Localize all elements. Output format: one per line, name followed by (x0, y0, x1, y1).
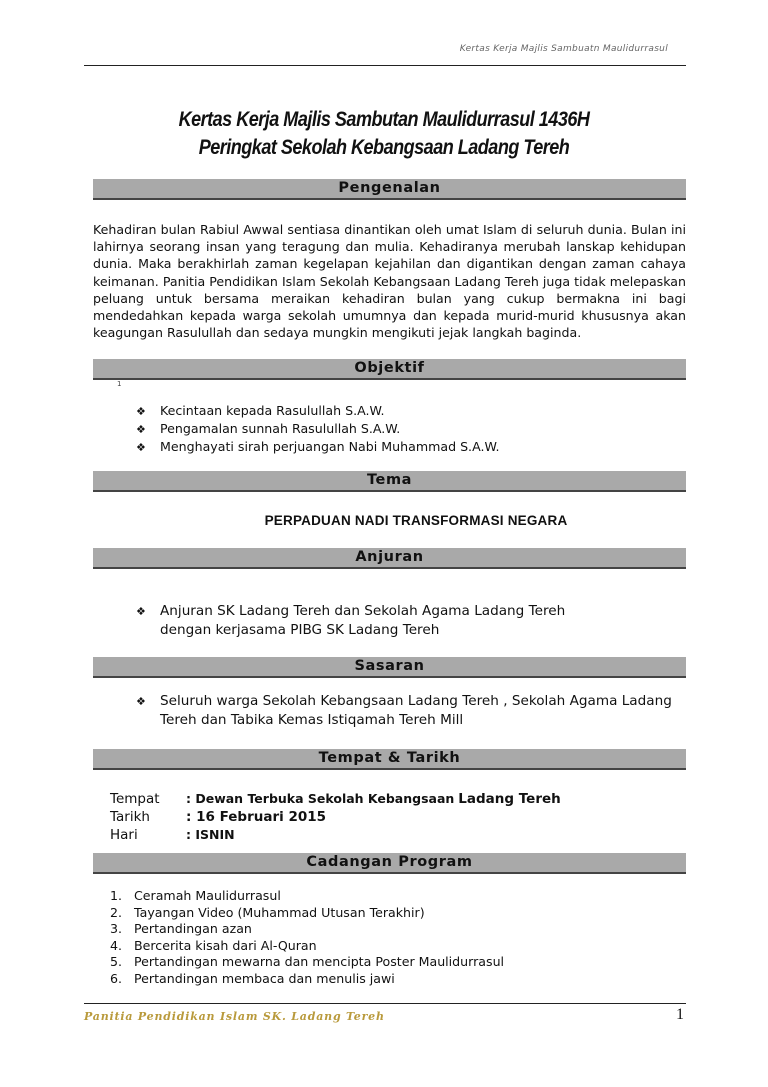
date-row (110, 808, 561, 826)
diamond-bullet-icon: ❖ (136, 441, 146, 454)
list-item-text: Pertandingan membaca dan menulis jawi (134, 970, 395, 986)
list-item (136, 420, 499, 438)
day-value: : ISNIN (186, 827, 235, 842)
diamond-bullet-icon: ❖ (136, 405, 146, 418)
document-title-line-2: Peringkat Sekolah Kebangsaan Ladang Tereh (198, 136, 570, 159)
section-header-sasaran: Sasaran (93, 657, 686, 678)
running-header: Kertas Kerja Majlis Sambuatn Maulidurrasul (459, 44, 668, 54)
section-header-cadangan-program: Cadangan Program (93, 853, 686, 874)
diamond-bullet-icon: ❖ (136, 695, 146, 708)
date-key: Tarikh (110, 809, 150, 825)
list-item-text: Pertandingan azan (134, 921, 252, 937)
list-item-text: Menghayati sirah perjuangan Nabi Muhammad S.A.W. (160, 439, 500, 454)
diamond-bullet-icon: ❖ (136, 605, 146, 618)
list-item (136, 438, 499, 456)
footer-text: Panitia Pendidikan Islam SK. Ladang Tereh (84, 1010, 385, 1023)
list-item-text: Ceramah Maulidurrasul (134, 888, 281, 903)
footnote-marker: 1 (117, 380, 122, 388)
venue-row (110, 790, 561, 808)
list-item: 6. Pertandingan membaca dan menulis jawi (110, 970, 395, 986)
sasaran-line-1: Seluruh warga Sekolah Kebangsaan Ladang Tereh , Sekolah Agama Ladang (160, 693, 672, 709)
section-header-tempat-tarikh: Tempat & Tarikh (93, 749, 686, 770)
day-row (110, 826, 561, 844)
list-item-text: Tayangan Video (Muhammad Utusan Terakhir) (134, 904, 425, 920)
section-header-anjuran: Anjuran (93, 548, 686, 569)
document-title-line-1: Kertas Kerja Majlis Sambutan Maulidurrasul 1436H (178, 108, 590, 131)
day-key: Hari (110, 827, 138, 843)
list-item-text: Pengamalan sunnah Rasulullah S.A.W. (160, 421, 401, 436)
list-item: 2. Tayangan Video (Muhammad Utusan Terakhir) (110, 904, 425, 920)
list-item-text: Kecintaan kepada Rasulullah S.A.W. (160, 403, 385, 418)
list-item-text: Bercerita kisah dari Al-Quran (134, 937, 317, 953)
list-item (136, 402, 499, 420)
sasaran-item (136, 692, 672, 730)
venue-key: Tempat (110, 791, 160, 807)
program-list (110, 888, 504, 988)
date-value: : 16 Februari 2015 (186, 809, 327, 825)
list-item: 5. Pertandingan mewarna dan mencipta Poster Maulidurrasul (110, 954, 505, 970)
anjuran-item (136, 602, 565, 640)
list-item: 1. Ceramah Maulidurrasul (110, 888, 281, 903)
section-header-tema: Tema (93, 471, 686, 492)
theme-text: PERPADUAN NADI TRANSFORMASI NEGARA (264, 513, 568, 528)
venue-value-extra: Ladang Tereh (458, 791, 561, 807)
list-item: 3. Pertandingan azan (110, 921, 252, 937)
anjuran-line-1: Anjuran SK Ladang Tereh dan Sekolah Agama Ladang Tereh (160, 603, 566, 619)
footer-rule (84, 1003, 686, 1004)
diamond-bullet-icon: ❖ (136, 423, 146, 436)
section-header-pengenalan: Pengenalan (93, 179, 686, 200)
anjuran-line-2: dengan kerjasama PIBG SK Ladang Tereh (160, 622, 440, 638)
list-item-text: Pertandingan mewarna dan mencipta Poster Maulidurrasul (134, 954, 505, 970)
list-item: 4. Bercerita kisah dari Al-Quran (110, 937, 317, 953)
pengenalan-paragraph: Kehadiran bulan Rabiul Awwal sentiasa dinantikan oleh umat Islam di seluruh dunia. Bulan ini lahirnya seorang insan yang teragung dan mulia. Kehadiranya merubah lanskap kehidupan dunia. Maka berakhirlah zaman kegelapan kejahilan dan digantikan dengan zaman cahaya keimanan. Panitia Pendidikan Islam Sekolah Kebangsaan Ladang Tereh juga tidak melepaskan peluang untuk bersama meraikan kehadiran bulan yang cukup bermakna ini bagi mendedahkan kepada warga sekolah umumnya dan kepada murid-murid khususnya akan keagungan Rasulullah dan sedaya mungkin mengikuti jejak langkah baginda. (93, 222, 686, 341)
sasaran-line-2: Tereh dan Tabika Kemas Istiqamah Tereh Mill (160, 712, 464, 728)
page-number: 1 (676, 1006, 684, 1023)
section-header-objektif: Objektif (93, 359, 686, 380)
header-rule (84, 65, 686, 66)
objektif-list (136, 402, 499, 456)
venue-details (110, 790, 561, 844)
venue-value: : Dewan Terbuka Sekolah Kebangsaan (186, 791, 455, 806)
